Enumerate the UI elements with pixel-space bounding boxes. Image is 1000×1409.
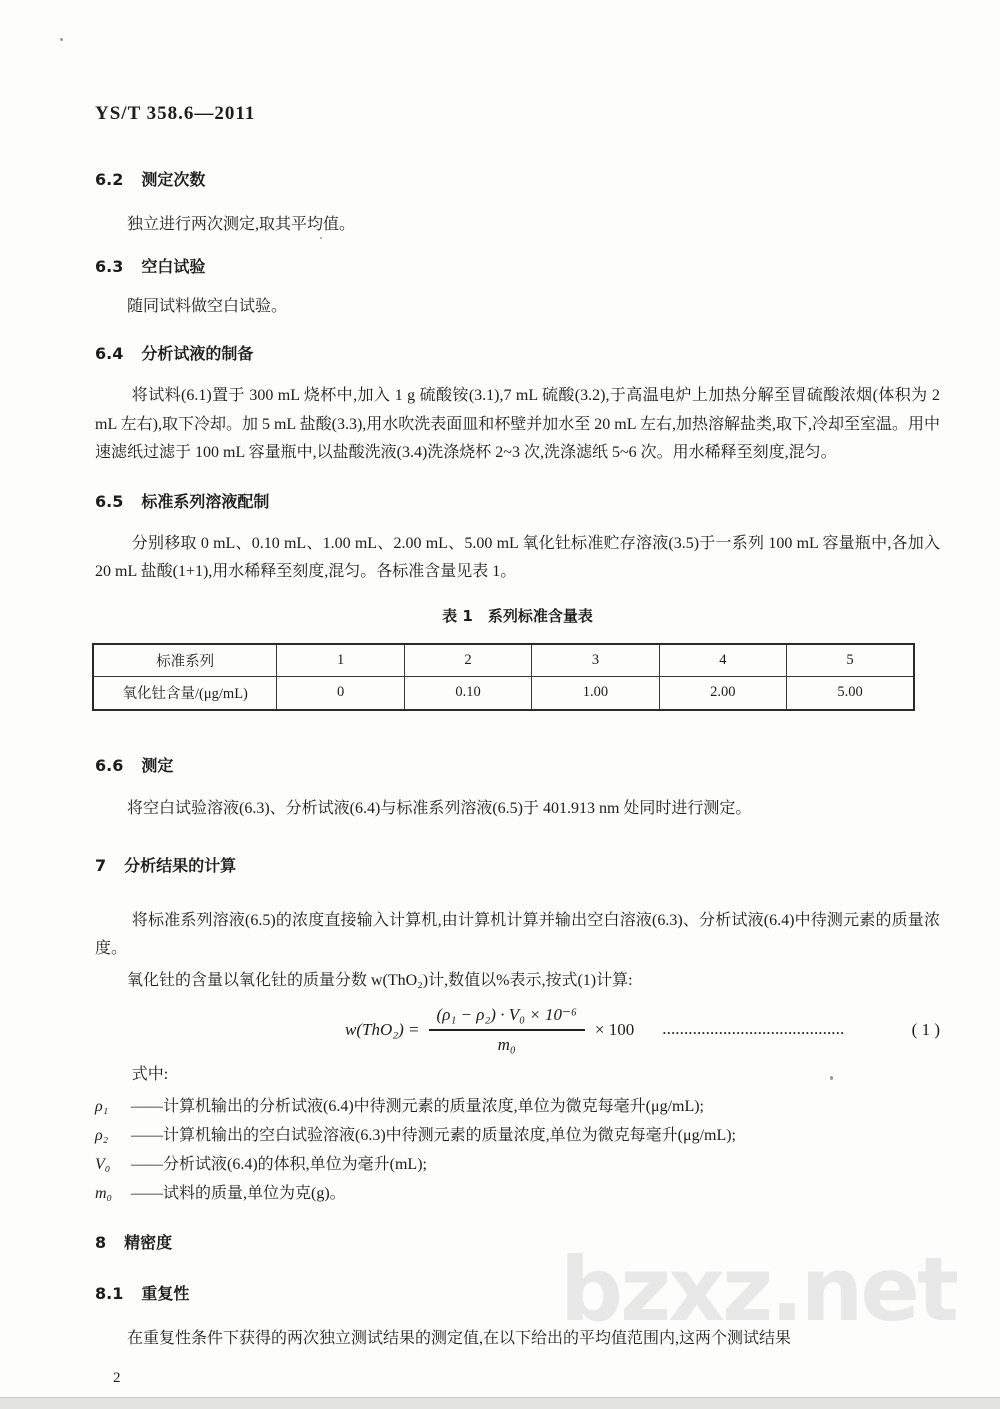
section-heading-6-4 [95, 343, 940, 365]
table-cell: 0.10 [404, 677, 531, 710]
definition-text: ——试料的质量,单位为克(g)。 [131, 1184, 346, 1202]
section-number: 8 [95, 1232, 107, 1252]
section-heading-8 [95, 1232, 940, 1254]
equation-lhs: w(ThO₂) = [345, 1019, 420, 1039]
paragraph-6-2: 独立进行两次测定,取其平均值。 [127, 216, 356, 233]
section-number: 6.2 [95, 170, 124, 189]
equation-leader-dots: …………………………………… [662, 1021, 845, 1037]
definition-text: ——计算机输出的分析试液(6.4)中待测元素的质量浓度,单位为微克每毫升(μg/mL); [131, 1097, 705, 1115]
section-title: 分析试液的制备 [141, 344, 254, 363]
definition-rho1 [95, 1092, 940, 1121]
section-heading-7 [95, 855, 940, 877]
equation-number: ( 1 ) [911, 1019, 940, 1039]
section-title: 分析结果的计算 [124, 855, 237, 875]
section-number: 6.3 [95, 257, 124, 276]
table-cell: 4 [659, 644, 786, 677]
standard-series-table [92, 643, 915, 711]
table-cell: 1 [277, 644, 404, 677]
table-data-row [93, 677, 914, 710]
section-title: 标准系列溶液配制 [141, 491, 270, 511]
equation-1 [345, 1003, 940, 1057]
definition-rho2 [95, 1121, 940, 1150]
paragraph-8-1: 在重复性条件下获得的两次独立测试结果的测定值,在以下给出的平均值范围内,这两个测试结果 [127, 1329, 792, 1347]
paragraph-7-1: 将标准系列溶液(6.5)的浓度直接输入计算机,由计算机计算并输出空白溶液(6.3)、分析试液(6.4)中待测元素的质量浓度。 [95, 911, 940, 957]
section-title: 空白试验 [141, 257, 206, 276]
section-title: 精密度 [124, 1232, 173, 1252]
table-cell: 2.00 [659, 677, 786, 710]
definition-v0 [95, 1150, 940, 1179]
table-cell: 标准系列 [93, 644, 277, 677]
section-number: 7 [95, 855, 107, 875]
section-number: 8.1 [95, 1283, 124, 1303]
definition-m0 [95, 1179, 940, 1208]
standard-number: YS/T 358.6—2011 [95, 103, 256, 124]
section-number: 6.5 [95, 491, 124, 511]
equation-denominator: m₀ [497, 1034, 516, 1054]
table-cell: 0 [277, 677, 404, 710]
section-number: 6.6 [95, 755, 124, 775]
equation-multiplier: × 100 [594, 1019, 635, 1039]
table-cell: 1.00 [532, 677, 659, 710]
table-cell: 氧化钍含量/(μg/mL) [93, 677, 277, 710]
equation-numerator: (ρ₁ − ρ₂) · V₀ × 10⁻⁶ [429, 1005, 585, 1031]
table-cell: 2 [404, 644, 531, 677]
section-heading-6-6 [95, 755, 940, 777]
watermark: bzxz.net [560, 1238, 957, 1341]
page-number: 2 [113, 1370, 121, 1386]
section-number: 6.4 [95, 344, 124, 363]
definition-symbol: m₀ [95, 1184, 113, 1202]
definition-symbol: ρ₁ [95, 1097, 109, 1115]
paragraph-6-6: 将空白试验溶液(6.3)、分析试液(6.4)与标准系列溶液(6.5)于 401.913 nm 处同时进行测定。 [127, 799, 752, 817]
section-heading-6-3 [95, 256, 940, 278]
definition-symbol: V₀ [95, 1155, 111, 1173]
definition-symbol: ρ₂ [95, 1126, 109, 1144]
table-caption: 表 1 系列标准含量表 [442, 606, 593, 625]
paragraph-6-4: 将试料(6.1)置于 300 mL 烧杯中,加入 1 g 硫酸铵(3.1),7 mL 硫酸(3.2),于高温电炉上加热分解至冒硫酸浓烟(体积为 2 mL 左右),取下冷却。加 5 mL 盐酸(3.3),用水吹洗表面皿和杯壁并加水至 20 mL 左右,加热溶解盐类,取下,冷却至室温。用中速滤纸过滤于 100 mL 容量瓶中,以盐酸洗液(3.4)洗涤烧杯 2~3 次,洗涤滤纸 5~6 次。用水稀释至刻度,混匀。 [95, 387, 940, 461]
section-heading-6-5 [95, 491, 940, 513]
table-cell: 3 [532, 644, 659, 677]
table-cell: 5.00 [787, 677, 914, 710]
where-intro: 式中: [131, 1065, 169, 1083]
table-cell: 5 [787, 644, 914, 677]
table-header-row [93, 644, 914, 677]
section-title: 测定次数 [141, 170, 206, 189]
section-heading-8-1 [95, 1283, 940, 1305]
definition-text: ——分析试液(6.4)的体积,单位为毫升(mL); [131, 1155, 427, 1173]
section-heading-6-2 [95, 169, 940, 191]
paragraph-6-3: 随同试料做空白试验。 [127, 298, 288, 315]
paragraph-6-5: 分别移取 0 mL、0.10 mL、1.00 mL、2.00 mL、5.00 mL 氧化钍标准贮存溶液(3.5)于一系列 100 mL 容量瓶中,各加入 20 mL 盐酸(1+1),用水稀释至刻度,混匀。各标准含量见表 1。 [95, 534, 940, 580]
paragraph-7-2: 氧化钍的含量以氧化钍的质量分数 w(ThO₂)计,数值以%表示,按式(1)计算: [127, 971, 633, 989]
equation-fraction [429, 1005, 585, 1055]
section-title: 测定 [141, 755, 174, 775]
section-title: 重复性 [141, 1283, 190, 1303]
scan-edge-band [0, 1397, 1000, 1409]
definition-text: ——计算机输出的空白试验溶液(6.3)中待测元素的质量浓度,单位为微克每毫升(μg/mL); [131, 1126, 737, 1144]
